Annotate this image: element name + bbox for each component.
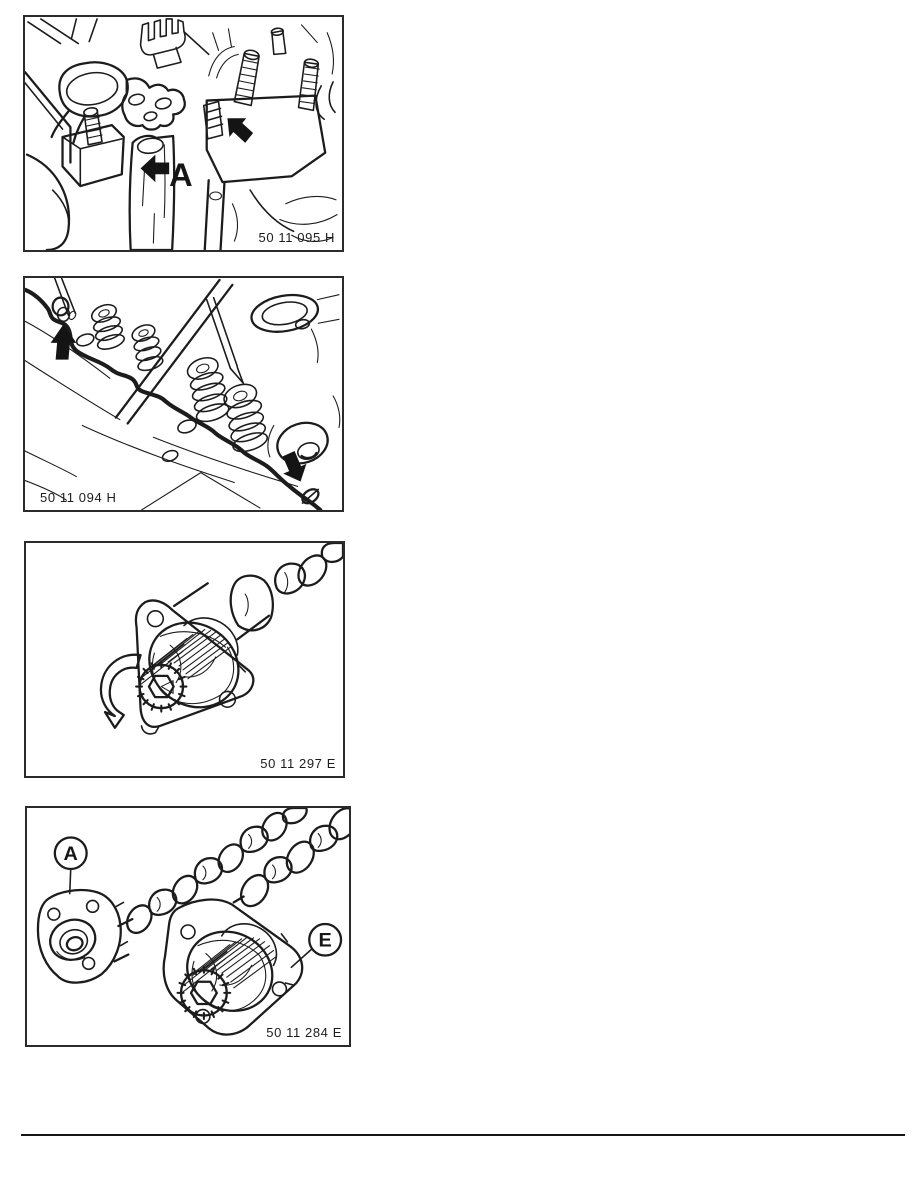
stud-and-block [63,107,124,186]
illustration-engine-block [25,17,342,250]
figure-frame-3 [24,541,345,778]
footer-rule [21,1134,905,1136]
figure-ref: 50 11 297 E [260,756,336,771]
lower-right-boss [268,396,340,470]
center-post [130,136,175,250]
callout-label-a: A [169,157,193,194]
callout-e-bubble [291,924,341,967]
upper-right-ring [249,290,339,362]
callout-label-a: A [63,843,78,866]
callout-label-e: E [318,929,332,952]
figure-frame-4 [25,806,351,1047]
right-casting-curves [205,25,337,250]
figure-ref: 50 11 284 E [266,1025,342,1040]
pointer-arrow-upper-icon [227,118,253,143]
valve-stems [55,278,244,383]
sealant-arrow-top-icon [51,324,77,359]
callout-a-bubble [55,838,87,894]
figure-ref: 50 11 094 H [40,490,117,505]
sealant-bead [25,290,321,510]
illustration-cylinder-head-sealant [25,278,342,510]
plain-flange [38,890,127,983]
illustration-camshaft-rotation [26,543,343,776]
mount-plate [204,28,325,182]
slotted-casting [141,19,239,78]
illustration-camshafts-comparison [27,808,349,1045]
figure-frame-2 [23,276,344,512]
figure-ref: 50 11 095 H [258,230,335,245]
splined-flange [164,900,303,1035]
figure-frame-1 [23,15,344,252]
splined-hub [136,630,230,712]
rotation-arrow-icon [101,655,141,728]
